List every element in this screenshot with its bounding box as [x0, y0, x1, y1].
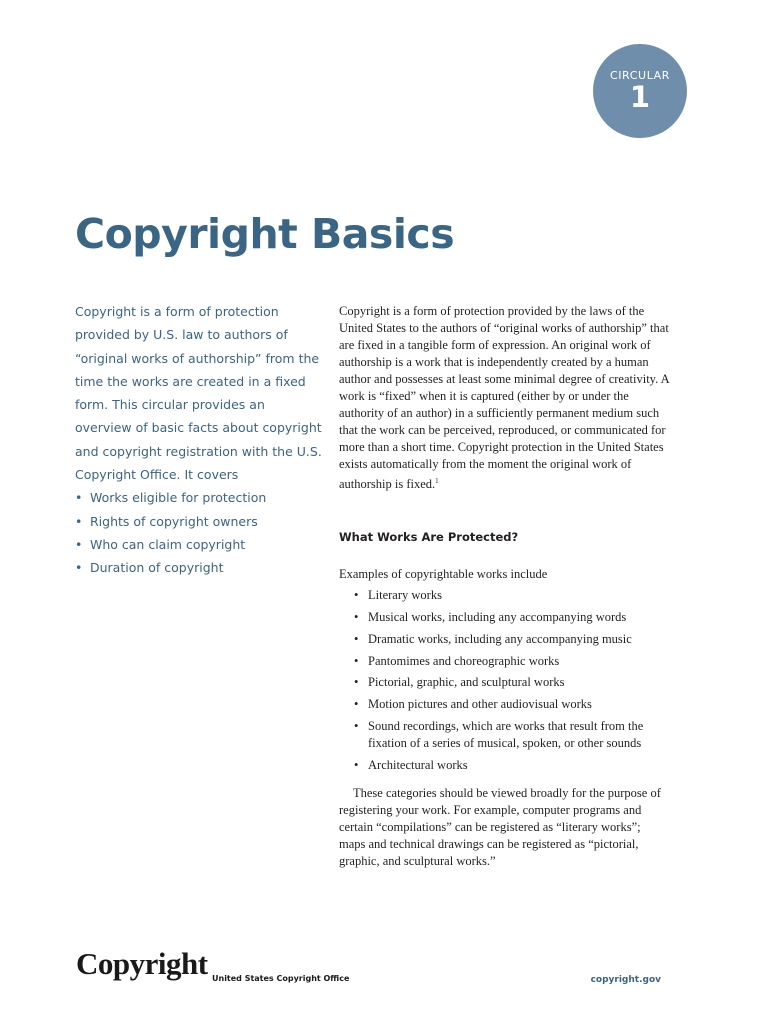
example-item	[354, 653, 669, 670]
summary-intro: Copyright is a form of protection provided by U.S. law to authors of “original works of authorship” from the time the works are created in a fixed form. This circular provides an overview of basic facts about copyright and copyright registration with the U.S. Copyright Office. It covers	[75, 304, 322, 483]
summary-item	[75, 510, 325, 533]
summary-item	[75, 556, 325, 579]
bullet-icon: •	[75, 536, 83, 552]
body-column	[339, 303, 669, 870]
summary-item	[75, 486, 325, 509]
example-item	[354, 718, 669, 752]
example-item-text: Motion pictures and other audiovisual works	[368, 697, 592, 712]
circular-badge	[593, 44, 687, 138]
intro-paragraph	[339, 303, 669, 493]
summary-item-text: Duration of copyright	[90, 560, 224, 576]
bullet-icon: •	[354, 653, 359, 668]
example-item-text: Sound recordings, which are works that result from the fixation of a series of musical, spoken, or other sounds	[368, 718, 644, 750]
example-item-text: Musical works, including any accompanying words	[368, 609, 627, 624]
bullet-icon: •	[75, 513, 83, 529]
bullet-icon: •	[354, 609, 359, 624]
circular-number: 1	[629, 80, 651, 114]
logo-wordmark: Copyright	[76, 946, 208, 981]
example-item	[354, 587, 669, 604]
intro-paragraph-text: Copyright is a form of protection provided by the laws of the United States to the authors of “original works of authorship” that are fixed in a tangible form of expression. An original work of authorship is a work that is independently created by a human author and possesses at least some minimal degree of creativity. A work is “fixed” when it is captured (either by or under the authority of an author) in a sufficiently permanent medium such that the work can be perceived, reproduced, or communicated for more than a short time. Copyright protection in the United States exists automatically from the moment the original work of authorship is fixed.	[339, 304, 670, 492]
example-item	[354, 609, 669, 626]
summary-item-text: Rights of copyright owners	[90, 513, 258, 529]
page-title: Copyright Basics	[75, 210, 455, 258]
examples-intro: Examples of copyrightable works include	[339, 567, 548, 582]
summary-column	[75, 300, 325, 580]
bullet-icon: •	[354, 675, 359, 690]
summary-item-text: Works eligible for protection	[90, 490, 267, 506]
circular-label: CIRCULAR	[609, 69, 671, 82]
section-heading: What Works Are Protected?	[339, 530, 519, 545]
bullet-icon: •	[75, 490, 83, 506]
bullet-icon: •	[354, 588, 359, 603]
copyright-office-logo	[76, 947, 356, 987]
summary-list	[75, 486, 325, 579]
example-item	[354, 674, 669, 691]
footnote-ref: 1	[435, 477, 439, 485]
example-item	[354, 631, 669, 648]
logo-office-name: United States Copyright Office	[212, 974, 350, 983]
categories-paragraph: These categories should be viewed broadly for the purpose of registering your work. For example, computer programs and certain “compilations” can be registered as “literary works”; maps and technical drawings can be registered as “pictorial, graphic, and sculptural works.”	[339, 785, 661, 868]
bullet-icon: •	[75, 560, 83, 576]
bullet-icon: •	[354, 631, 359, 646]
summary-item-text: Who can claim copyright	[90, 536, 246, 552]
bullet-icon: •	[354, 697, 359, 712]
examples-list	[339, 587, 669, 774]
example-item	[354, 696, 669, 713]
bullet-icon: •	[354, 718, 359, 733]
summary-item	[75, 533, 325, 556]
example-item-text: Pantomimes and choreographic works	[368, 653, 560, 668]
example-item-text: Literary works	[368, 588, 442, 603]
example-item-text: Dramatic works, including any accompanying music	[368, 631, 632, 646]
example-item	[354, 757, 669, 774]
bullet-icon: •	[354, 757, 359, 772]
example-item-text: Pictorial, graphic, and sculptural works	[368, 675, 565, 690]
site-link[interactable]: copyright.gov	[590, 975, 661, 985]
example-item-text: Architectural works	[368, 757, 468, 772]
